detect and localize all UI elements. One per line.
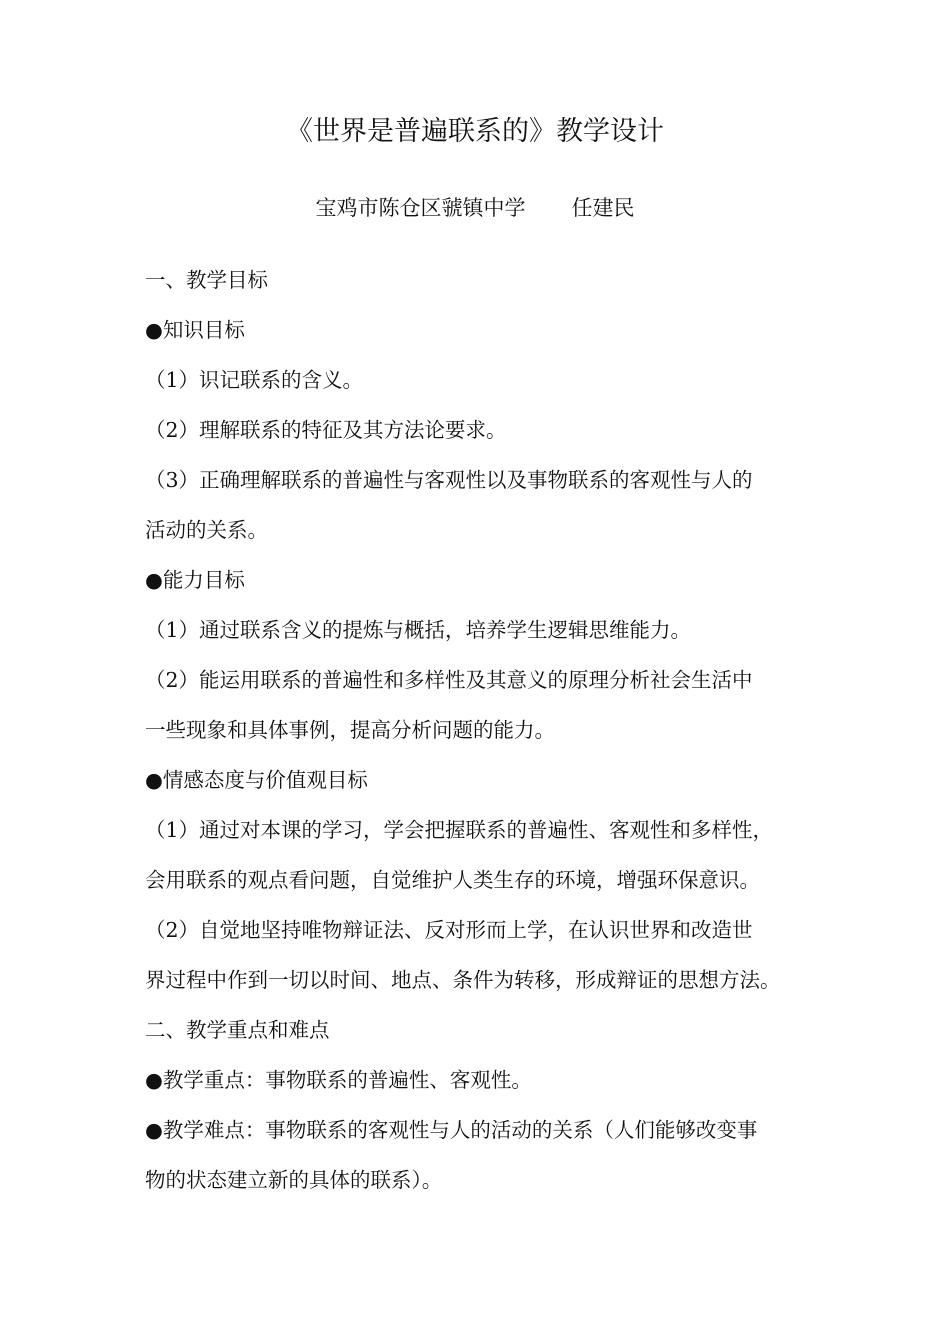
section-heading-objectives: 一、教学目标 (145, 268, 268, 292)
paragraph-line: 物的状态建立新的具体的联系）。 (145, 1168, 443, 1192)
paragraph-line: 活动的关系。 (145, 518, 268, 542)
document-body (145, 264, 815, 1214)
paragraph-line: （1）通过对本课的学习，学会把握联系的普遍性、客观性和多样性， (145, 818, 774, 842)
author-school: 宝鸡市陈仓区虢镇中学 (315, 196, 526, 220)
paragraph-line: （1）通过联系含义的提炼与概括，培养学生逻辑思维能力。 (145, 618, 692, 642)
paragraph-line: （2）自觉地坚持唯物辩证法、反对形而上学，在认识世界和改造世 (145, 918, 753, 942)
paragraph-line: 界过程中作到一切以时间、地点、条件为转移，形成辩证的思想方法。 (145, 968, 781, 992)
paragraph-line: ●教学难点：事物联系的客观性与人的活动的关系（人们能够改变事 (145, 1118, 758, 1142)
paragraph-line: ●教学重点：事物联系的普遍性、客观性。 (145, 1068, 532, 1092)
paragraph-line: 一些现象和具体事例，提高分析问题的能力。 (145, 718, 555, 742)
subheading-knowledge: ●知识目标 (145, 318, 245, 342)
section-heading-key-points: 二、教学重点和难点 (145, 1018, 330, 1042)
subheading-ability: ●能力目标 (145, 568, 245, 592)
author-name: 任建民 (571, 196, 635, 220)
paragraph-line: （3）正确理解联系的普遍性与客观性以及事物联系的客观性与人的 (145, 468, 753, 492)
subheading-values: ●情感态度与价值观目标 (145, 768, 368, 792)
paragraph-line: 会用联系的观点看问题，自觉维护人类生存的环境，增强环保意识。 (145, 868, 760, 892)
paragraph-line: （1）识记联系的含义。 (145, 368, 364, 392)
paragraph-line: （2）理解联系的特征及其方法论要求。 (145, 418, 507, 442)
author-line (0, 192, 950, 224)
document-title: 《世界是普遍联系的》教学设计 (286, 116, 664, 147)
paragraph-line: （2）能运用联系的普遍性和多样性及其意义的原理分析社会生活中 (145, 668, 753, 692)
